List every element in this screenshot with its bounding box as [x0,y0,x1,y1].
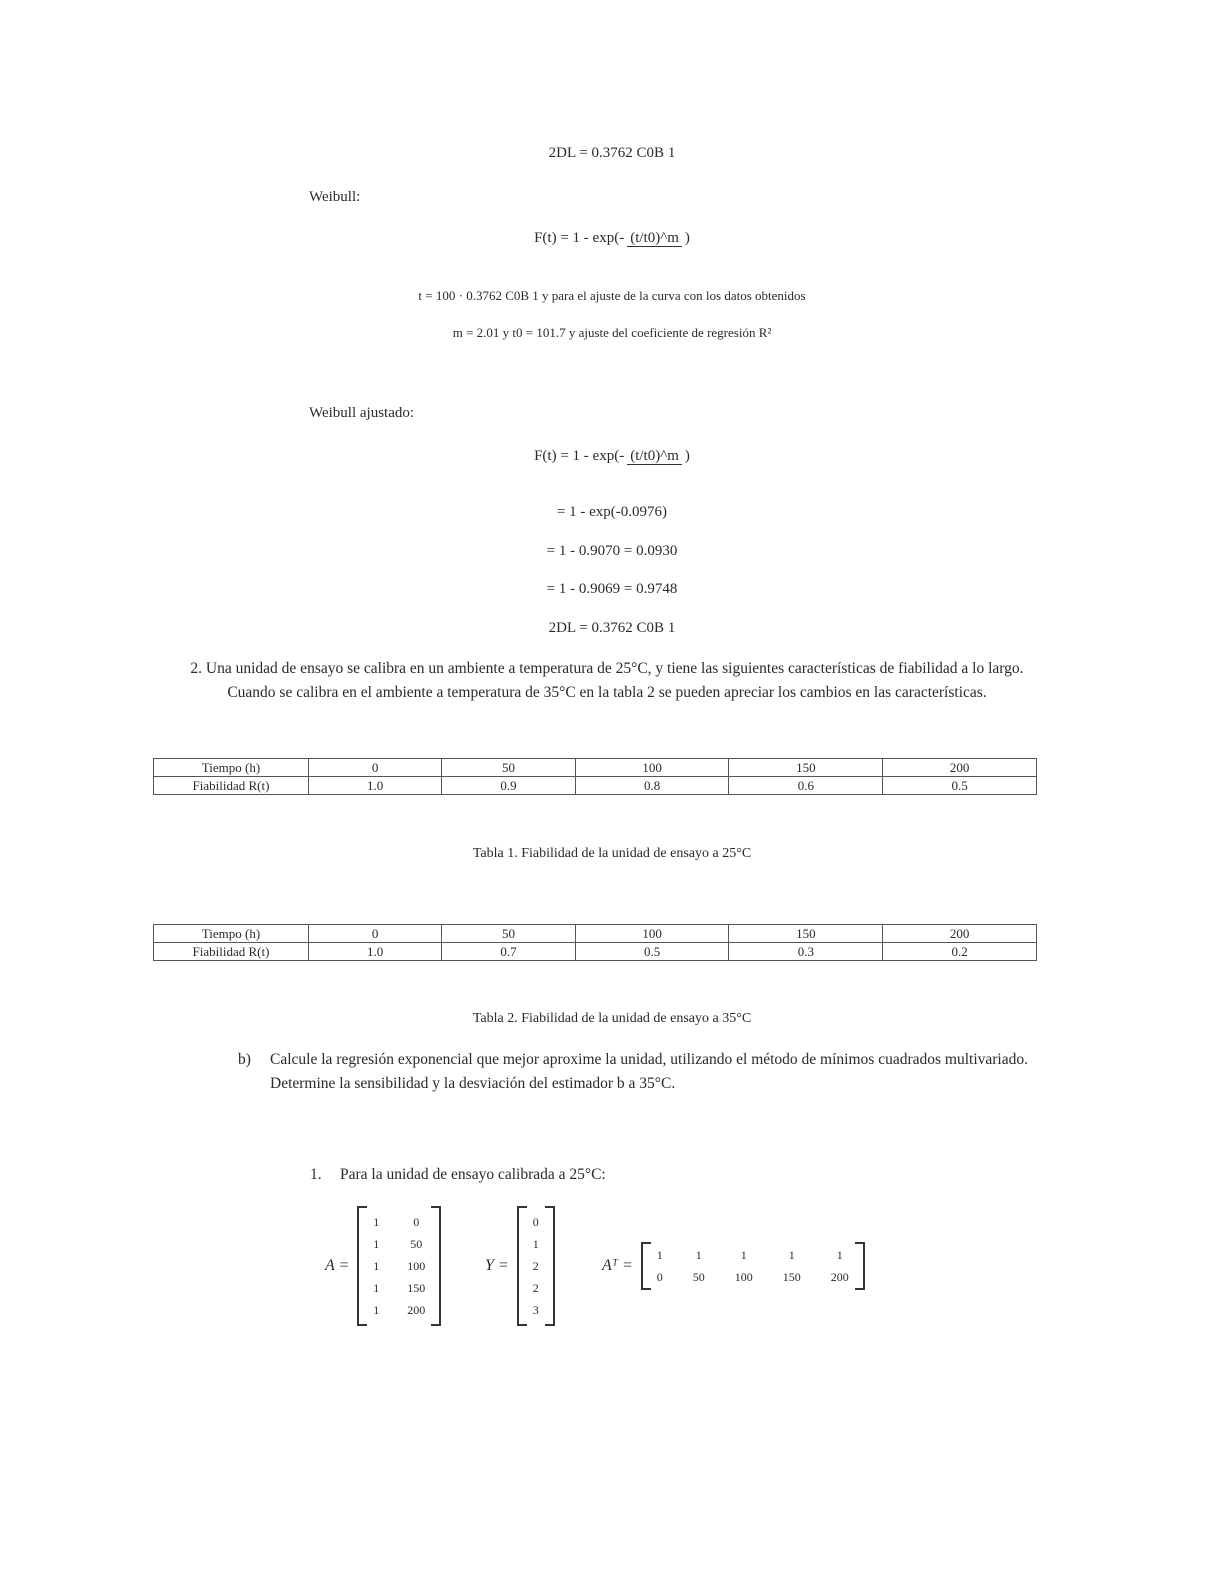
matrix-a-col-1: 1 1 1 1 1 [373,1215,380,1317]
matrix-at-col-4: 1 150 [782,1248,801,1284]
matrix-at-col-2: 1 50 [692,1248,705,1284]
matrix-a [357,1206,441,1326]
bracket-right [855,1242,865,1290]
section1-formula-num: (t/t0)^m [627,230,682,247]
table-cell: 50 [442,925,575,943]
item-b-marker: b) [238,1051,251,1068]
table-cell: 0.7 [442,943,575,961]
matrix-y-col: 0 1 2 2 3 [532,1215,539,1317]
table-cell: 100 [575,925,729,943]
section1-formula-rhs: ) [684,230,690,246]
section1-line2: m = 2.01 y t0 = 101.7 y ajuste del coeficiente de regresión R² [452,325,772,340]
section2-step-1: = 1 - exp(-0.0976) [556,504,668,520]
section1-formula-fraction [627,230,682,247]
item-1-marker: 1. [310,1166,322,1183]
table-cell: Fiabilidad R(t) [154,777,309,795]
table-cell: 0.5 [883,777,1037,795]
table-cell: 200 [883,925,1037,943]
section2-formula-fraction [627,448,682,465]
table-row [154,777,1037,795]
bracket-left [357,1206,367,1326]
table-cell: Tiempo (h) [154,925,309,943]
section1-formula [0,228,1224,264]
table-1-caption: Tabla 1. Fiabilidad de la unidad de ensayo a 25°C [472,846,752,861]
matrix-at-col-1: 1 0 [656,1248,663,1284]
top-equation: 2DL = 0.3762 C0B 1 [548,145,676,161]
matrix-y [517,1206,555,1326]
table-cell: 100 [575,759,729,777]
matrix-a-col-2: 0 50 100 150 200 [407,1215,426,1317]
table-cell: 0.3 [729,943,883,961]
table-cell: 150 [729,759,883,777]
table-2 [153,924,1037,961]
bracket-left [641,1242,651,1290]
matrix-a-block [325,1205,441,1327]
table-cell: 200 [883,759,1037,777]
table-cell: 0.9 [442,777,575,795]
section2-step-3: = 1 - 0.9069 = 0.9748 [546,581,678,597]
table-cell: 0.6 [729,777,883,795]
matrix-a-label: A = [325,1257,350,1274]
section1-heading: Weibull: [309,189,361,205]
table-cell: 0 [309,759,442,777]
section1-formula-lhs: F(t) = 1 - exp(- [534,230,625,246]
table-row [154,943,1037,961]
table-cell: 0 [309,925,442,943]
matrix-at-col-5: 1 200 [830,1248,849,1284]
table-cell: 0.8 [575,777,729,795]
section2-heading: Weibull ajustado: [309,405,415,421]
matrix-at [641,1242,865,1290]
table-cell: 0.5 [575,943,729,961]
table-cell: Fiabilidad R(t) [154,943,309,961]
item-1-text: Para la unidad de ensayo calibrada a 25°C: [340,1166,606,1183]
section2-result: 2DL = 0.3762 C0B 1 [548,620,676,636]
table-row [154,759,1037,777]
matrix-y-label: Y = [485,1257,509,1274]
table-cell: Tiempo (h) [154,759,309,777]
bracket-right [545,1206,555,1326]
table-1 [153,758,1037,795]
section2-formula [0,446,1224,482]
matrix-y-block [485,1205,555,1327]
table-cell: 1.0 [309,943,442,961]
table-cell: 50 [442,759,575,777]
section2-step-2: = 1 - 0.9070 = 0.0930 [546,543,678,559]
matrix-at-col-3: 1 100 [734,1248,753,1284]
table-row [154,925,1037,943]
item-b-text: Calcule la regresión exponencial que mejor aproxime la unidad, utilizando el método de mínimos cuadrados multivariado. Determine la sensibilidad y la desviación del estimador b a 35°C. [270,1051,1028,1092]
section1-line1: t = 100 · 0.3762 C0B 1 y para el ajuste de la curva con los datos obtenidos [418,288,806,303]
problem-statement: 2. Una unidad de ensayo se calibra en un ambiente a temperatura de 25°C, y tiene las siguientes características de fiabilidad a lo largo. Cuando se calibra en el ambiente a temperatura de 35°C en la tabla 2 se pueden apreciar los cambios en las características. [190,660,1024,701]
table-cell: 1.0 [309,777,442,795]
table-2-caption: Tabla 2. Fiabilidad de la unidad de ensayo a 35°C [472,1011,752,1026]
bracket-left [517,1206,527,1326]
table-cell: 0.2 [883,943,1037,961]
matrix-at-block [602,1235,865,1297]
section2-formula-rhs: ) [684,448,690,464]
section2-formula-lhs: F(t) = 1 - exp(- [534,448,625,464]
bracket-right [431,1206,441,1326]
section2-formula-num: (t/t0)^m [627,448,682,465]
table-cell: 150 [729,925,883,943]
matrix-at-label: Aᵀ = [602,1257,633,1274]
